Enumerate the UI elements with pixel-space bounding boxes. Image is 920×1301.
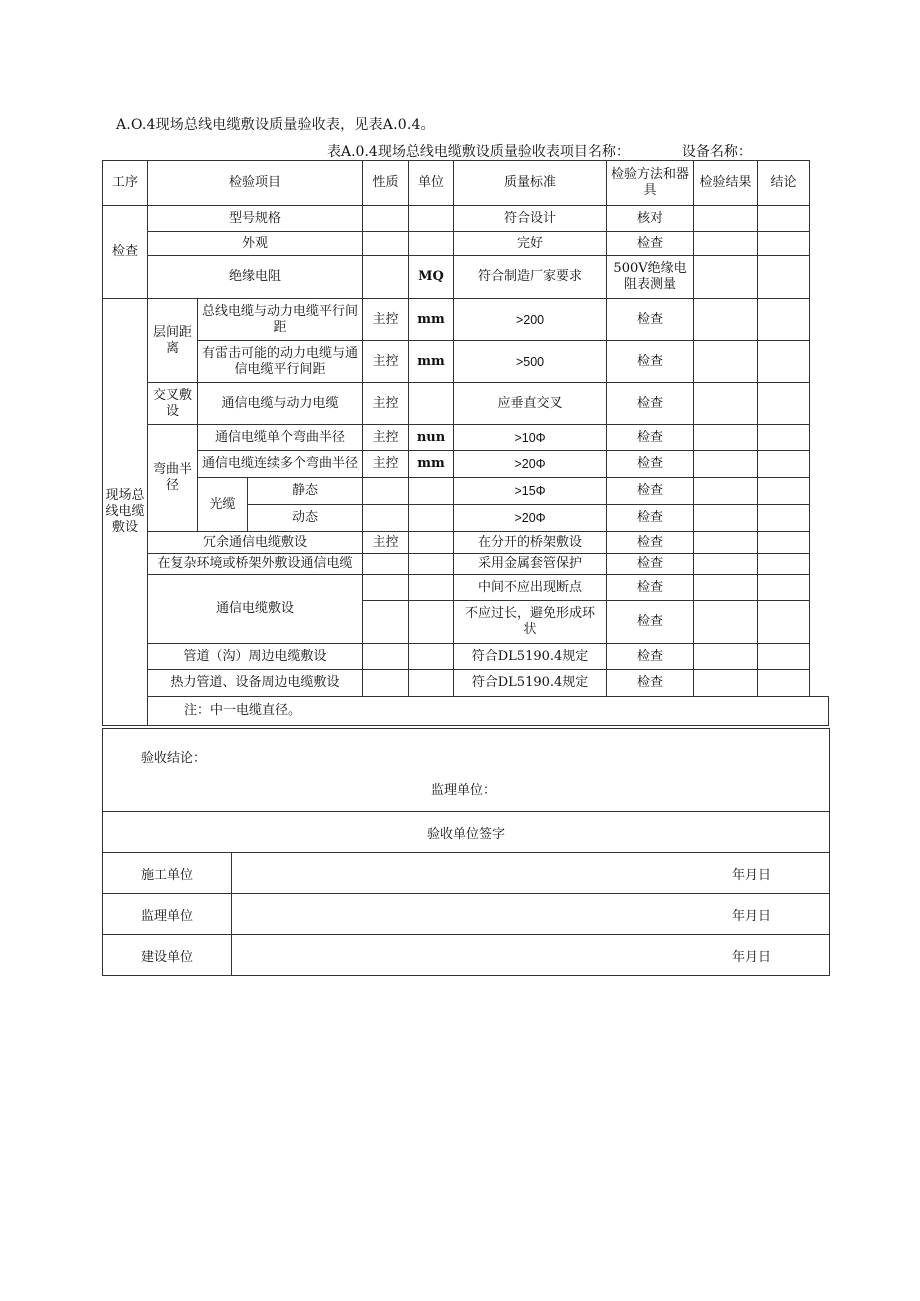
standard-cell: 完好: [454, 232, 607, 256]
signature-row: [103, 894, 830, 935]
item-cell: 通信电缆连续多个弯曲半径: [198, 451, 363, 478]
signature-date: 年月日: [232, 853, 830, 894]
signature-date: 年月日: [232, 935, 830, 976]
result-cell: [694, 575, 758, 601]
standard-cell: >20Φ: [454, 451, 607, 478]
conclusion-cell: [758, 505, 810, 532]
method-cell: 检查: [607, 232, 694, 256]
method-cell: 核对: [607, 206, 694, 232]
nature-cell: 主控: [363, 299, 409, 341]
conclusion-cell: [758, 232, 810, 256]
nature-cell: 主控: [363, 425, 409, 451]
unit-cell: mm: [409, 451, 454, 478]
conclusion-supervisor: 监理单位：: [431, 783, 497, 798]
unit-cell: [409, 670, 454, 697]
conclusion-cell: [758, 206, 810, 232]
signature-unit: 建设单位: [103, 935, 232, 976]
unit-cell: [409, 554, 454, 575]
table-row: [103, 425, 829, 451]
method-cell: 检查: [607, 670, 694, 697]
note-row: [103, 697, 829, 726]
item-cell: 总线电缆与动力电缆平行间距: [198, 299, 363, 341]
method-cell: 检查: [607, 383, 694, 425]
item-cell: 管道（沟）周边电缆敷设: [148, 644, 363, 670]
conclusion-cell: [758, 575, 810, 601]
result-cell: [694, 299, 758, 341]
result-cell: [694, 532, 758, 554]
result-cell: [694, 383, 758, 425]
result-cell: [694, 206, 758, 232]
unit-cell: MQ: [409, 256, 454, 299]
conclusion-row: [103, 729, 830, 812]
item-cell: 绝缘电阻: [148, 256, 363, 299]
group-field: 现场总线电缆敷设: [103, 299, 148, 726]
unit-cell: [409, 532, 454, 554]
unit-cell: [409, 575, 454, 601]
standard-cell: 符合设计: [454, 206, 607, 232]
sub-label-cross: 交叉敷设: [148, 383, 198, 425]
unit-cell: [409, 383, 454, 425]
result-cell: [694, 425, 758, 451]
result-cell: [694, 451, 758, 478]
method-cell: 检查: [607, 601, 694, 644]
inspection-table: [102, 160, 829, 726]
header-result: 检验结果: [694, 161, 758, 206]
unit-cell: mm: [409, 299, 454, 341]
conclusion-cell: [758, 341, 810, 383]
result-cell: [694, 601, 758, 644]
table-caption: [327, 141, 752, 161]
method-cell: 500V绝缘电阻表测量: [607, 256, 694, 299]
standard-cell: 采用金属套管保护: [454, 554, 607, 575]
result-cell: [694, 232, 758, 256]
unit-cell: [409, 478, 454, 505]
unit-cell: mm: [409, 341, 454, 383]
sub-label-layer: 层间距离: [148, 299, 198, 383]
conclusion-cell: [758, 383, 810, 425]
result-cell: [694, 341, 758, 383]
header-row: [103, 161, 829, 206]
unit-cell: nun: [409, 425, 454, 451]
conclusion-cell: [103, 729, 830, 812]
signature-row: [103, 853, 830, 894]
result-cell: [694, 644, 758, 670]
header-item: 检验项目: [148, 161, 363, 206]
nature-cell: [363, 478, 409, 505]
intro-text: A.O.4现场总线电缆敷设质量验收表，见表A.0.4。: [116, 117, 435, 133]
standard-cell: 符合制造厂家要求: [454, 256, 607, 299]
table-row: [103, 299, 829, 341]
header-method: 检验方法和器具: [607, 161, 694, 206]
conclusion-cell: [758, 299, 810, 341]
nature-cell: 主控: [363, 532, 409, 554]
signature-date: 年月日: [232, 894, 830, 935]
standard-cell: >15Φ: [454, 478, 607, 505]
conclusion-cell: [758, 256, 810, 299]
item-cell: 动态: [248, 505, 363, 532]
method-cell: 检查: [607, 505, 694, 532]
signature-title: 验收单位签字: [103, 812, 830, 853]
method-cell: 检查: [607, 575, 694, 601]
item-cell: 静态: [248, 478, 363, 505]
signature-title-row: [103, 812, 830, 853]
item-cell: 通信电缆敷设: [148, 575, 363, 644]
method-cell: 检查: [607, 425, 694, 451]
nature-cell: [363, 554, 409, 575]
table-row: [103, 532, 829, 554]
method-cell: 检查: [607, 341, 694, 383]
result-cell: [694, 505, 758, 532]
nature-cell: 主控: [363, 383, 409, 425]
caption-title: 表A.0.4现场总线电缆敷设质量验收表项目名称：: [327, 144, 630, 160]
table-row: [103, 575, 829, 601]
nature-cell: [363, 601, 409, 644]
nature-cell: [363, 670, 409, 697]
method-cell: 检查: [607, 478, 694, 505]
conclusion-cell: [758, 670, 810, 697]
standard-cell: 不应过长，避免形成环状: [454, 601, 607, 644]
standard-cell: 符合DL5190.4规定: [454, 644, 607, 670]
item-cell: 有雷击可能的动力电缆与通信电缆平行间距: [198, 341, 363, 383]
signature-unit: 施工单位: [103, 853, 232, 894]
nature-cell: [363, 644, 409, 670]
table-row: [103, 383, 829, 425]
nature-cell: [363, 575, 409, 601]
table-row: [103, 554, 829, 575]
conclusion-cell: [758, 554, 810, 575]
conclusion-cell: [758, 601, 810, 644]
table-row: [103, 206, 829, 232]
conclusion-cell: [758, 451, 810, 478]
table-row: [103, 644, 829, 670]
table-row: [103, 232, 829, 256]
item-cell: 型号规格: [148, 206, 363, 232]
unit-cell: [409, 601, 454, 644]
result-cell: [694, 256, 758, 299]
standard-cell: >500: [454, 341, 607, 383]
method-cell: 检查: [607, 554, 694, 575]
nature-cell: [363, 505, 409, 532]
header-standard: 质量标准: [454, 161, 607, 206]
item-cell: 在复杂环境或桥架外敷设通信电缆: [148, 554, 363, 575]
method-cell: 检查: [607, 451, 694, 478]
caption-device: 设备名称：: [681, 144, 752, 160]
header-process: 工序: [103, 161, 148, 206]
item-cell: 外观: [148, 232, 363, 256]
signature-unit: 监理单位: [103, 894, 232, 935]
unit-cell: [409, 232, 454, 256]
sub-label-bend: 弯曲半径: [148, 425, 198, 532]
item-cell: 热力管道、设备周边电缆敷设: [148, 670, 363, 697]
result-cell: [694, 554, 758, 575]
method-cell: 检查: [607, 532, 694, 554]
nature-cell: 主控: [363, 341, 409, 383]
header-conclusion: 结论: [758, 161, 810, 206]
standard-cell: 符合DL5190.4规定: [454, 670, 607, 697]
nature-cell: [363, 232, 409, 256]
group-check: 检查: [103, 206, 148, 299]
fiber-label: 光缆: [198, 478, 248, 532]
nature-cell: [363, 256, 409, 299]
standard-cell: 中间不应出现断点: [454, 575, 607, 601]
acceptance-table: [102, 728, 830, 976]
standard-cell: >10Φ: [454, 425, 607, 451]
conclusion-cell: [758, 425, 810, 451]
result-cell: [694, 670, 758, 697]
item-cell: 冗余通信电缆敷设: [148, 532, 363, 554]
conclusion-cell: [758, 644, 810, 670]
unit-cell: [409, 644, 454, 670]
item-cell: 通信电缆与动力电缆: [198, 383, 363, 425]
method-cell: 检查: [607, 299, 694, 341]
standard-cell: >200: [454, 299, 607, 341]
nature-cell: [363, 206, 409, 232]
conclusion-cell: [758, 478, 810, 505]
method-cell: 检查: [607, 644, 694, 670]
standard-cell: >20Φ: [454, 505, 607, 532]
unit-cell: [409, 206, 454, 232]
table-row: [103, 451, 829, 478]
table-row: [103, 341, 829, 383]
header-unit: 单位: [409, 161, 454, 206]
conclusion-cell: [758, 532, 810, 554]
nature-cell: 主控: [363, 451, 409, 478]
table-row: [103, 670, 829, 697]
result-cell: [694, 478, 758, 505]
header-nature: 性质: [363, 161, 409, 206]
standard-cell: 应垂直交叉: [454, 383, 607, 425]
unit-cell: [409, 505, 454, 532]
signature-row: [103, 935, 830, 976]
table-row: [103, 478, 829, 505]
item-cell: 通信电缆单个弯曲半径: [198, 425, 363, 451]
table-row: [103, 256, 829, 299]
standard-cell: 在分开的桥架敷设: [454, 532, 607, 554]
conclusion-label: 验收结论：: [141, 751, 207, 766]
note-text: 注：中一电缆直径。: [148, 697, 829, 726]
